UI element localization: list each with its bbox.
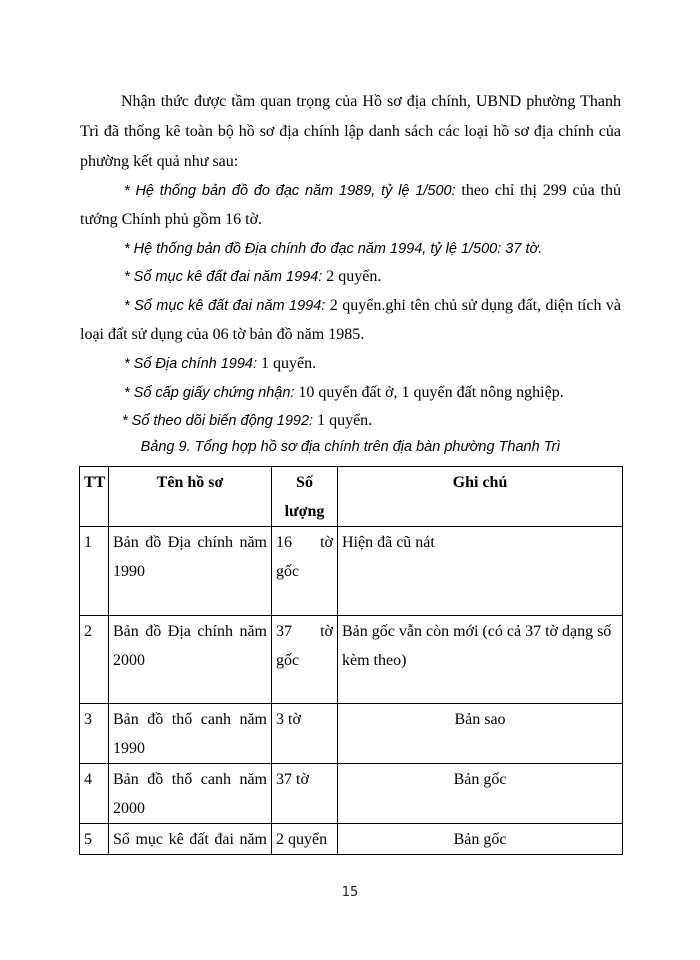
item-2-label: * Hệ thống bản đồ Địa chính đo đạc năm 1994, tỷ lệ 1/500: 37 tờ. bbox=[124, 241, 543, 257]
table-row bbox=[80, 616, 623, 704]
list-item-1-cont bbox=[80, 210, 262, 230]
row-5-note: Bản gốc bbox=[338, 824, 623, 855]
item-5-label: * Sổ Địa chính 1994: bbox=[124, 356, 258, 372]
intro-paragraph-line-3 bbox=[80, 152, 238, 172]
row-2-qty bbox=[272, 616, 338, 704]
row-4-name-2: 2000 bbox=[113, 800, 145, 817]
row-2-name bbox=[109, 616, 272, 704]
row-3-name-2: 1990 bbox=[113, 740, 145, 757]
table-caption: Bảng 9. Tổng hợp hồ sơ địa chính trên địa bàn phường Thanh Trì bbox=[140, 439, 561, 455]
item-7-label: * Sổ theo dõi biến động 1992: bbox=[122, 413, 314, 429]
list-item-5 bbox=[124, 354, 316, 374]
intro-text-3: phường kết quả như sau: bbox=[80, 153, 239, 170]
row-3-qty: 3 tờ bbox=[272, 704, 338, 764]
intro-paragraph-line-1 bbox=[121, 92, 621, 112]
row-1-name-2: 1990 bbox=[113, 563, 145, 580]
list-item-6 bbox=[124, 383, 564, 403]
list-item-7 bbox=[122, 411, 372, 431]
row-2-tt: 2 bbox=[80, 616, 109, 704]
row-1-name-1: Bản đồ Địa chính năm bbox=[113, 534, 267, 551]
item-3-text: 2 quyển. bbox=[322, 268, 382, 285]
list-item-4-cont bbox=[80, 325, 364, 345]
row-3-note: Bản sao bbox=[338, 704, 623, 764]
row-1-name bbox=[109, 527, 272, 616]
intro-text-2: Trì đã thống kê toàn bộ hồ sơ địa chính lập danh sách các loại hồ sơ địa chính của bbox=[80, 123, 621, 140]
item-5-text: 1 quyển. bbox=[257, 355, 317, 372]
table-header-row bbox=[80, 467, 623, 527]
header-note-text: Ghi chú bbox=[452, 474, 508, 491]
row-3-name-1: Bản đồ thổ canh năm bbox=[113, 711, 267, 728]
list-item-2 bbox=[124, 239, 542, 259]
row-2-name-1: Bản đồ Địa chính năm bbox=[113, 623, 267, 640]
row-4-name-1: Bản đồ thổ canh năm bbox=[113, 771, 267, 788]
list-item-4 bbox=[124, 296, 621, 316]
header-tt-text: TT bbox=[84, 474, 106, 491]
row-2-qty-2: gốc bbox=[276, 652, 300, 669]
item-6-text: 10 quyển đất ở, 1 quyển đất nông nghiệp. bbox=[294, 384, 564, 401]
table-row bbox=[80, 764, 623, 824]
item-7-text: 1 quyển. bbox=[313, 412, 373, 429]
table-row bbox=[80, 527, 623, 616]
header-name-text: Tên hồ sơ bbox=[156, 474, 224, 491]
row-1-tt: 1 bbox=[80, 527, 109, 616]
row-2-note: Bản gốc vẫn còn mới (có cả 37 tờ dạng số kèm theo) bbox=[338, 616, 623, 704]
row-5-name-1: Sổ mục kê đất đai năm bbox=[113, 831, 267, 848]
item-6-label: * Sổ cấp giấy chứng nhận: bbox=[124, 385, 295, 401]
item-3-label: * Sổ mục kê đất đai năm 1994: bbox=[124, 269, 323, 285]
row-3-name bbox=[109, 704, 272, 764]
row-2-qty-1: 37 tờ bbox=[276, 623, 333, 640]
item-4-text: 2 quyển.ghi tên chủ sử dụng đất, diện tích và bbox=[325, 297, 621, 314]
row-3-tt: 3 bbox=[80, 704, 109, 764]
item-1-text-cont: tướng Chính phủ gồm 16 tờ. bbox=[80, 211, 263, 228]
header-name bbox=[109, 467, 272, 527]
row-4-note: Bản gốc bbox=[338, 764, 623, 824]
list-item-3 bbox=[124, 267, 381, 287]
intro-text-1: Nhận thức được tầm quan trọng của Hồ sơ địa chính, UBND phường Thanh bbox=[121, 93, 621, 110]
header-note bbox=[338, 467, 623, 527]
list-item-1 bbox=[124, 181, 621, 201]
item-4-text-cont: loại đất sử dụng của 06 tờ bản đồ năm 1985. bbox=[80, 326, 365, 343]
item-4-label: * Sổ mục kê đất đai năm 1994: bbox=[124, 298, 326, 314]
item-1-label: * Hệ thống bản đồ đo đạc năm 1989, tỷ lệ 1/500: bbox=[124, 183, 456, 199]
row-1-note: Hiện đã cũ nát bbox=[338, 527, 623, 616]
row-4-tt: 4 bbox=[80, 764, 109, 824]
intro-paragraph-line-2 bbox=[80, 122, 621, 142]
table-row bbox=[80, 704, 623, 764]
row-5-tt: 5 bbox=[80, 824, 109, 855]
item-1-text: theo chỉ thị 299 của thủ bbox=[455, 182, 621, 199]
header-qty-text-1: Số bbox=[296, 474, 313, 491]
header-qty-text-2: lượng bbox=[284, 503, 325, 520]
row-1-qty-1: 16 tờ bbox=[276, 534, 333, 551]
row-1-qty bbox=[272, 527, 338, 616]
row-4-name bbox=[109, 764, 272, 824]
row-5-qty: 2 quyển bbox=[272, 824, 338, 855]
row-4-qty: 37 tờ bbox=[272, 764, 338, 824]
header-qty bbox=[272, 467, 338, 527]
records-table bbox=[79, 466, 623, 855]
row-2-name-2: 2000 bbox=[113, 652, 145, 669]
table-row bbox=[80, 824, 623, 855]
header-tt bbox=[80, 467, 109, 527]
row-1-qty-2: gốc bbox=[276, 563, 300, 580]
page-number: 15 bbox=[341, 885, 359, 900]
row-5-name bbox=[109, 824, 272, 855]
